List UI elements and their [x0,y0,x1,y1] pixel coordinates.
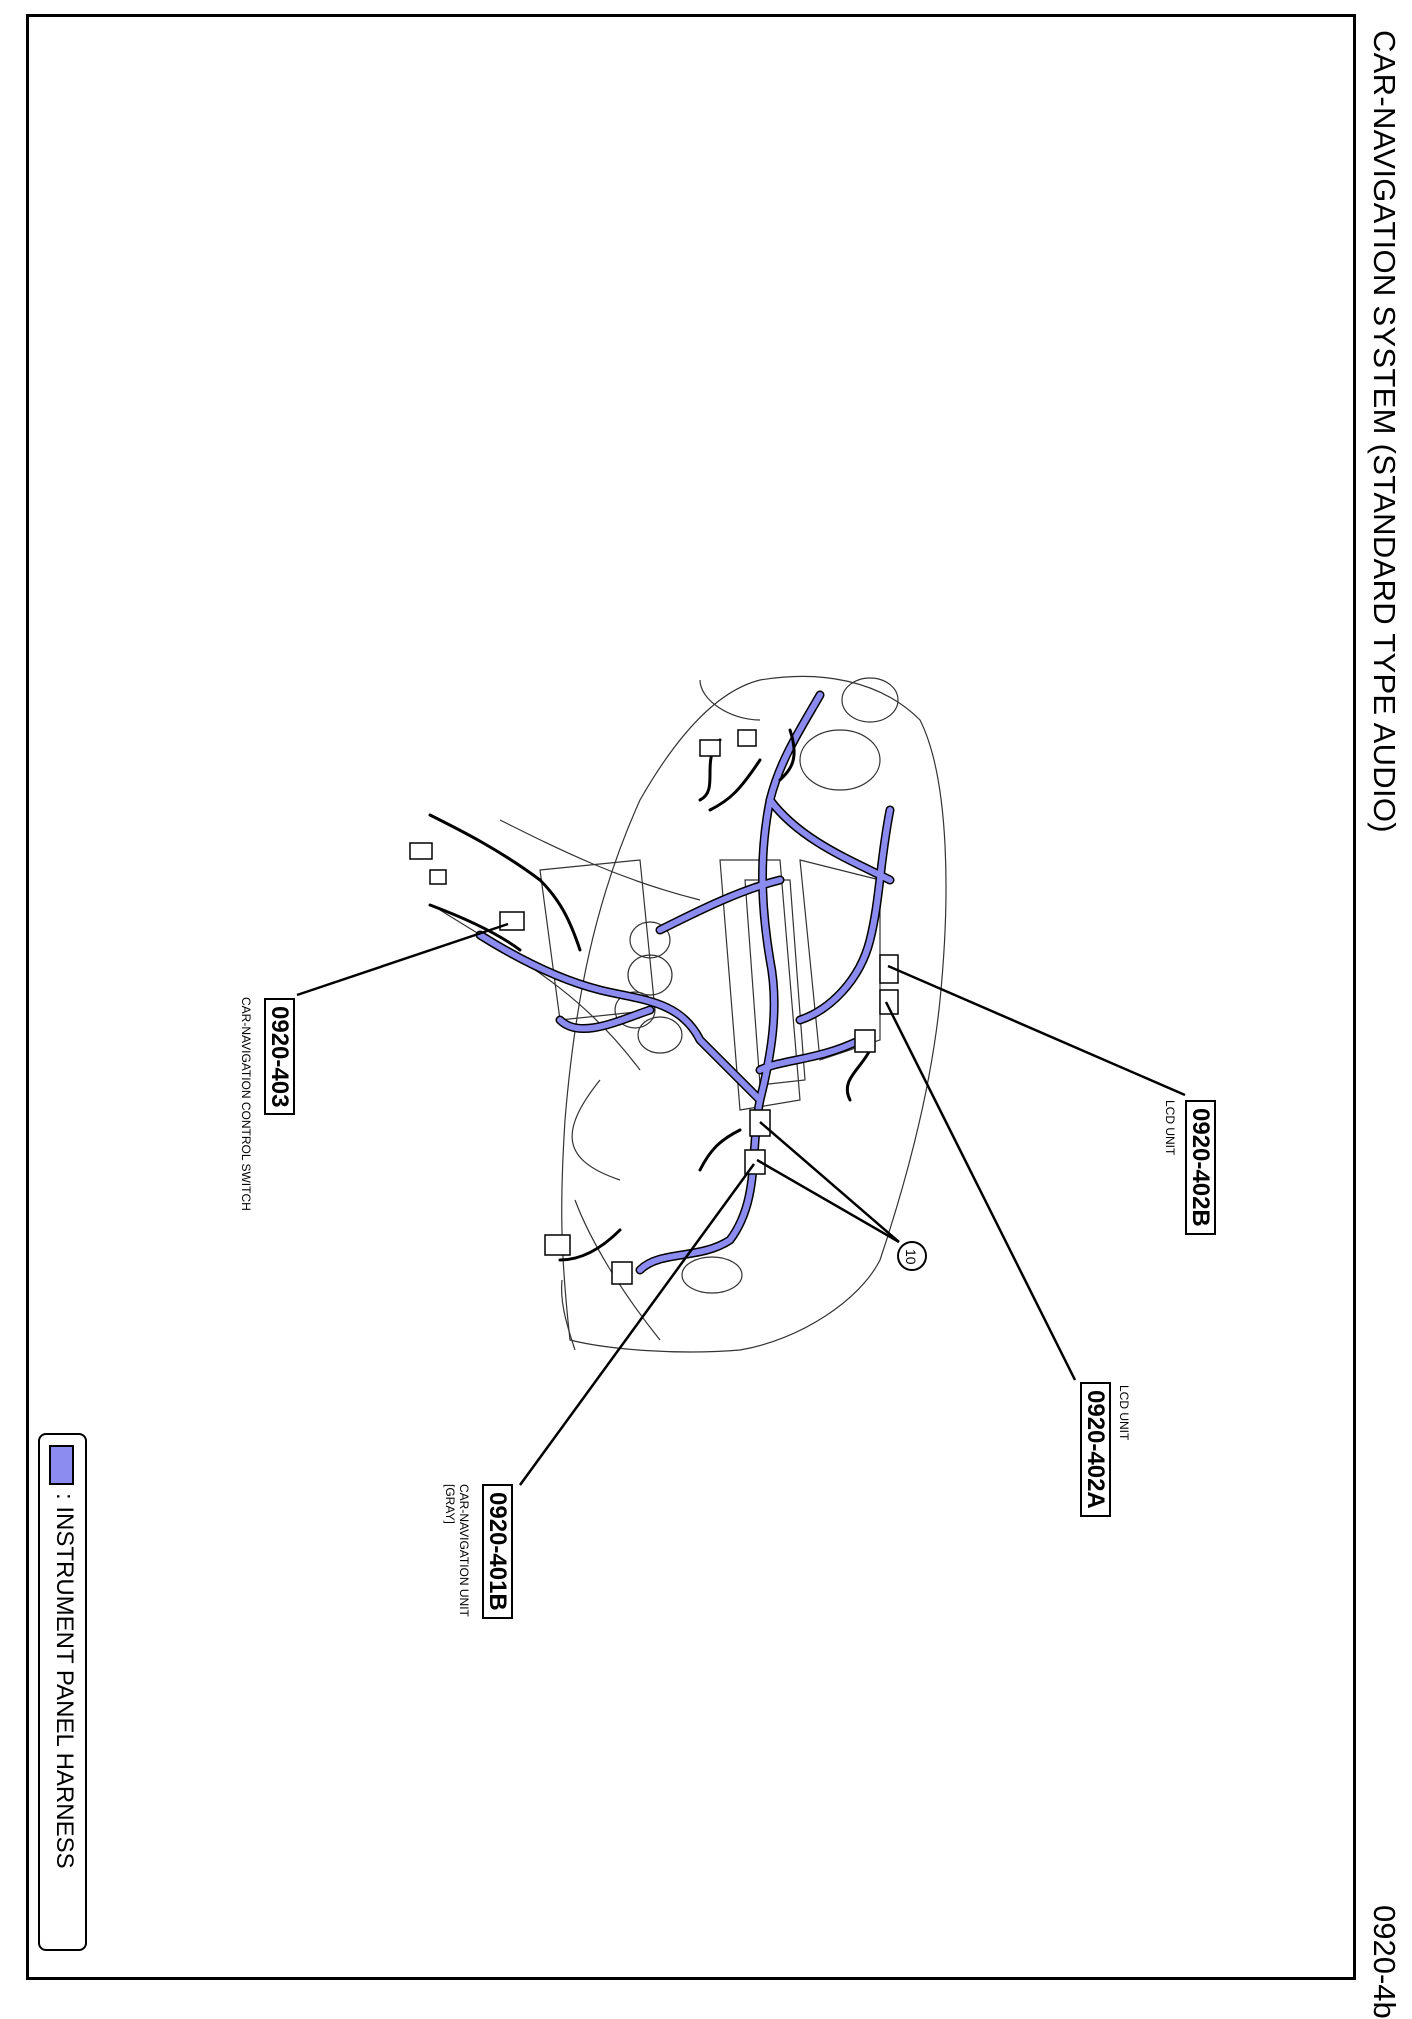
ground-point-label: 10 [903,1249,919,1265]
connector-desc2-0920-401B: [GRAY] [443,1484,457,1524]
instrument-panel-harness [480,695,890,1270]
leader-0920-403 [297,924,508,995]
harness-outline [480,695,890,1270]
leader-lines [297,924,1185,1485]
connector-code-0920-402B: 0920-402B [1185,1100,1216,1235]
leader-0920-402A [886,1002,1075,1380]
legend-swatch [49,1445,74,1485]
connector-desc-0920-402B: LCD UNIT [1163,1100,1177,1156]
legend-label: : INSTRUMENT PANEL HARNESS [51,1493,78,1869]
legend [38,1433,87,1951]
connector-code-0920-403: 0920-403 [264,998,295,1115]
connector-desc-0920-401B: CAR-NAVIGATION UNIT [457,1484,471,1617]
leader-0920-402B [888,966,1185,1095]
leader-ground-b [757,1160,899,1242]
leader-0920-401B [520,1164,754,1485]
connector-desc-0920-402A: LCD UNIT [1117,1385,1131,1441]
page-title: CAR-NAVIGATION SYSTEM (STANDARD TYPE AUDIO) [1367,30,1402,833]
page-number: 0920-4b [1367,1905,1402,2019]
leader-ground-a [760,1122,899,1242]
connector-code-0920-402A: 0920-402A [1080,1382,1111,1517]
connector-desc-0920-403: CAR-NAVIGATION CONTROL SWITCH [239,997,253,1211]
connector-code-0920-401B: 0920-401B [482,1484,513,1619]
